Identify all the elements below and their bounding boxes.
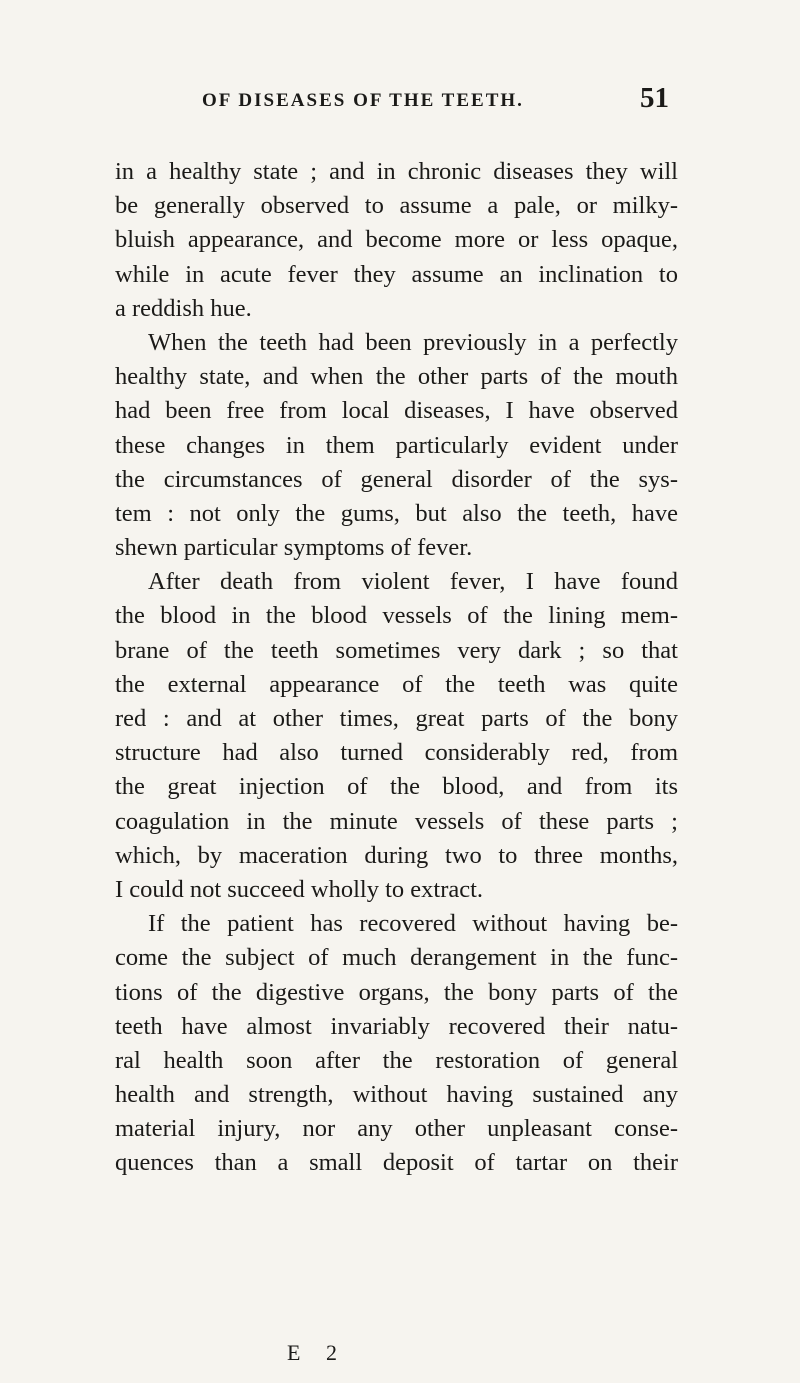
text-line: material injury, nor any other unpleasant conse-: [115, 1115, 678, 1143]
page-header: [0, 82, 800, 122]
text-line: tem : not only the gums, but also the teeth, have: [115, 499, 678, 527]
text-line: be generally observed to assume a pale, or milky-: [115, 192, 678, 220]
paragraph-start-line: When the teeth had been previously in a perfectly: [148, 328, 678, 356]
text-line: structure had also turned considerably red, from: [115, 739, 678, 767]
signature-mark: E 2: [287, 1340, 347, 1365]
body-text: [115, 155, 678, 1181]
text-line: tions of the digestive organs, the bony parts of the: [115, 978, 678, 1006]
text-line: the circumstances of general disorder of the sys-: [115, 465, 678, 493]
text-line: health and strength, without having sustained any: [115, 1081, 678, 1109]
text-line: quences than a small deposit of tartar on their: [115, 1149, 678, 1177]
text-line: the great injection of the blood, and from its: [115, 773, 678, 801]
text-line: these changes in them particularly evident under: [115, 431, 678, 459]
paragraph-end-line: shewn particular symptoms of fever.: [115, 534, 473, 562]
text-line: red : and at other times, great parts of the bony: [115, 705, 678, 732]
text-line: the blood in the blood vessels of the lining mem-: [115, 602, 678, 630]
text-line: had been free from local diseases, I have observed: [115, 397, 678, 425]
paragraph-start-line: If the patient has recovered without having be-: [148, 910, 678, 938]
text-line: coagulation in the minute vessels of these parts ;: [115, 807, 678, 835]
page-number: 51: [640, 82, 669, 114]
running-title: OF DISEASES OF THE TEETH.: [202, 90, 524, 111]
text-line: brane of the teeth sometimes very dark ; so that: [115, 636, 678, 664]
paragraph-start-line: After death from violent fever, I have found: [148, 568, 678, 596]
text-line: in a healthy state ; and in chronic diseases they will: [115, 158, 678, 185]
text-line: teeth have almost invariably recovered their natu-: [115, 1012, 678, 1040]
paragraph-end-line: I could not succeed wholly to extract.: [115, 875, 484, 903]
text-line: the external appearance of the teeth was quite: [115, 670, 678, 698]
text-line: while in acute fever they assume an inclination to: [115, 260, 678, 288]
text-line: ral health soon after the restoration of general: [115, 1046, 678, 1074]
text-line: healthy state, and when the other parts of the mouth: [115, 363, 678, 391]
text-line: bluish appearance, and become more or less opaque,: [115, 226, 678, 254]
text-line: come the subject of much derangement in the func-: [115, 944, 678, 972]
text-line: which, by maceration during two to three months,: [115, 841, 678, 869]
paragraph-end-line: a reddish hue.: [115, 294, 252, 322]
